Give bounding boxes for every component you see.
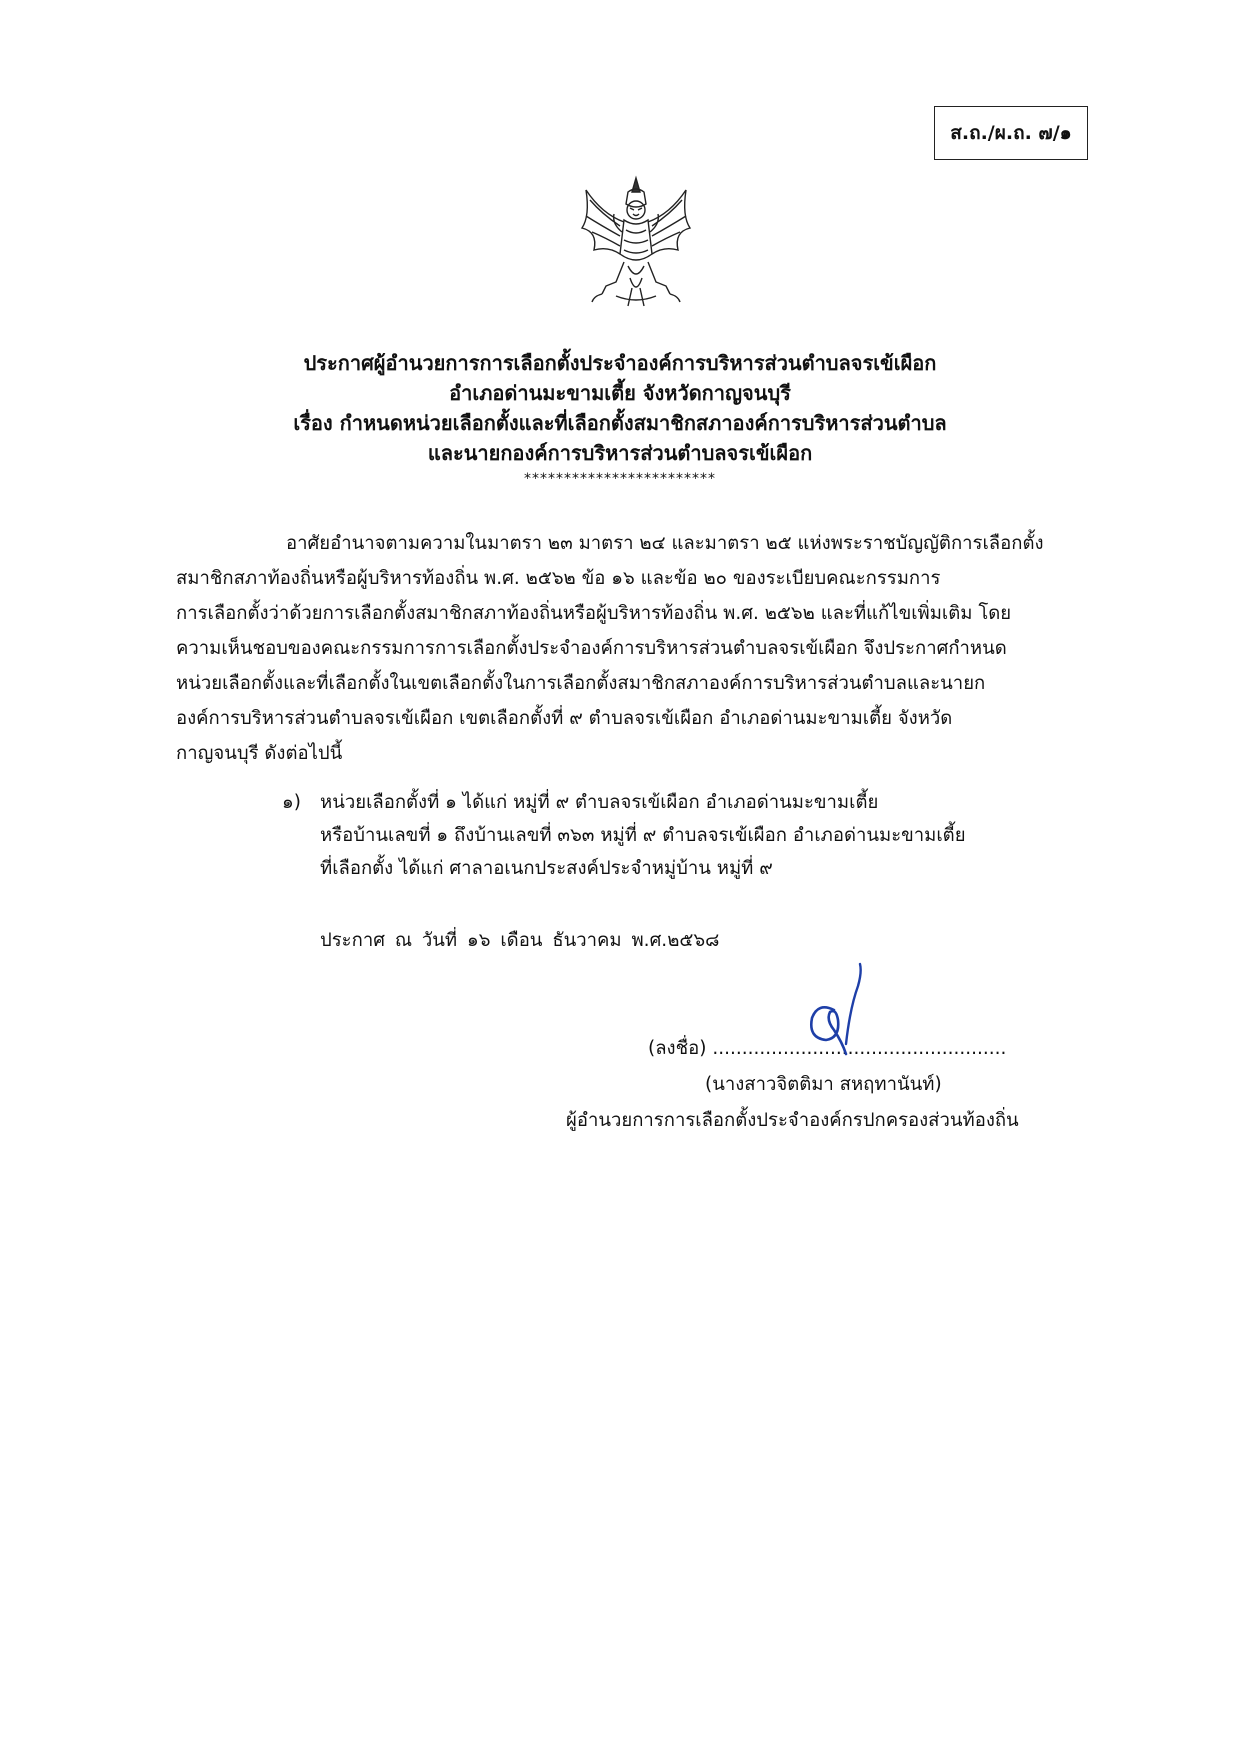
body-line: สมาชิกสภาท้องถิ่นหรือผู้บริหารท้องถิ่น พ.ศ. ๒๕๖๒ ข้อ ๑๖ และข้อ ๒๐ ของระเบียบคณะกรรมการ	[176, 568, 941, 589]
item-line-2: หรือบ้านเลขที่ ๑ ถึงบ้านเลขที่ ๓๖๓ หมู่ที่ ๙ ตำบลจรเข้เผือก อำเภอด่านมะขามเตี้ย	[320, 825, 966, 846]
item-line-1: หน่วยเลือกตั้งที่ ๑ ได้แก่ หมู่ที่ ๙ ตำบลจรเข้เผือก อำเภอด่านมะขามเตี้ย	[320, 792, 879, 813]
header-subject-cont: และนายกองค์การบริหารส่วนตำบลจรเข้เผือก	[427, 441, 813, 465]
body-line: การเลือกตั้งว่าด้วยการเลือกตั้งสมาชิกสภาท้องถิ่นหรือผู้บริหารท้องถิ่น พ.ศ. ๒๕๖๒ และที่แก้ไขเพิ่มเติม โดย	[176, 603, 1012, 624]
body-line: องค์การบริหารส่วนตำบลจรเข้เผือก เขตเลือกตั้งที่ ๙ ตำบลจรเข้เผือก อำเภอด่านมะขามเตี้ย จังหวัด	[176, 708, 953, 729]
item-line-3: ที่เลือกตั้ง ได้แก่ ศาลาอเนกประสงค์ประจำหมู่บ้าน หมู่ที่ ๙	[320, 858, 773, 879]
header-subject: เรื่อง กำหนดหน่วยเลือกตั้งและที่เลือกตั้งสมาชิกสภาองค์การบริหารส่วนตำบล	[293, 411, 947, 435]
signature-label: (ลงชื่อ)	[648, 1038, 707, 1059]
body-line: กาญจนบุรี ดังต่อไปนี้	[176, 743, 343, 764]
announcement-header	[160, 348, 1080, 486]
signer-title: ผู้อำนวยการการเลือกตั้งประจำองค์กรปกครองส่วนท้องถิ่น	[566, 1110, 1019, 1131]
garuda-emblem-icon	[572, 170, 700, 312]
body-line: อาศัยอำนาจตามความในมาตรา ๒๓ มาตรา ๒๔ และมาตรา ๒๕ แห่งพระราชบัญญัติการเลือกตั้ง	[286, 533, 1044, 554]
body-line: หน่วยเลือกตั้งและที่เลือกตั้งในเขตเลือกตั้งในการเลือกตั้งสมาชิกสภาองค์การบริหารส่วนตำบลและนายก	[176, 673, 986, 694]
header-line-1: ประกาศผู้อำนวยการการเลือกตั้งประจำองค์การบริหารส่วนตำบลจรเข้เผือก	[303, 351, 937, 375]
header-line-2: อำเภอด่านมะขามเตี้ย จังหวัดกาญจนบุรี	[449, 381, 791, 405]
handwritten-signature	[790, 958, 880, 1062]
item-number: ๑)	[282, 792, 301, 813]
header-separator: ************************	[524, 471, 716, 487]
form-code: ส.ถ./ผ.ถ. ๗/๑	[950, 122, 1072, 144]
signer-name: (นางสาวจิตติมา สหฤทานันท์)	[705, 1074, 942, 1095]
signature-dots: ..................................................	[712, 1038, 1007, 1059]
announce-date: ประกาศ ณ วันที่ ๑๖ เดือน ธันวาคม พ.ศ.๒๕๖๘	[320, 930, 720, 951]
body-line: ความเห็นชอบของคณะกรรมการการเลือกตั้งประจำองค์การบริหารส่วนตำบลจรเข้เผือก จึงประกาศกำหนด	[176, 638, 1007, 659]
body-paragraph	[176, 526, 1088, 771]
form-code-box	[934, 106, 1088, 160]
